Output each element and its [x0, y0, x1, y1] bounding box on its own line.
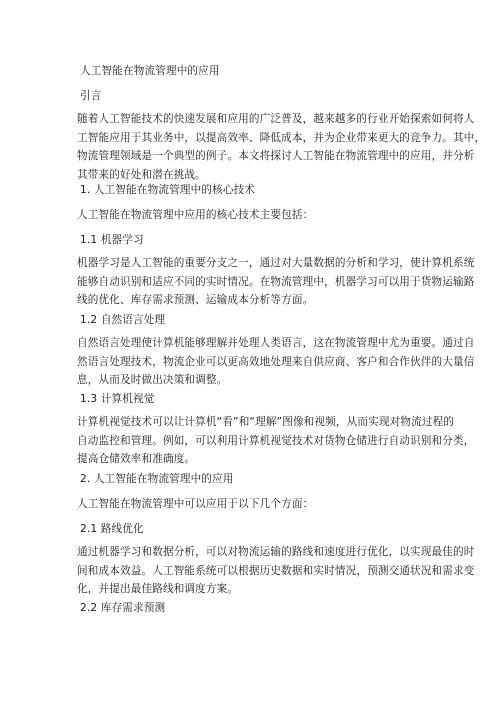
section-1-heading: 1. 人工智能在物流管理中的核心技术 [80, 184, 256, 196]
section-2-intro: 人工智能在物流管理中可以应用于以下几个方面： [77, 498, 314, 510]
section-2-1-heading: 2.1 路线优化 [80, 523, 144, 535]
paragraph-line: 计算机视觉技术可以让计算机“看”和“理解”图像和视频，从而实现对物流过程的 [77, 416, 455, 428]
paragraph-line: 提高仓储效率和准确度。 [77, 453, 196, 465]
intro-line: 物流管理领域是一个典型的例子。本文将探讨人工智能在物流管理中的应用，并分析 [77, 150, 475, 162]
paragraph-line: 息，从而及时做出决策和调整。 [77, 374, 228, 386]
section-1-3-paragraph [77, 413, 475, 469]
section-1-2-paragraph [77, 334, 475, 390]
intro-line: 随着人工智能技术的快速发展和应用的广泛普及，越来越多的行业开始探索如何将人 [77, 113, 475, 125]
section-1-1-heading: 1.1 机器学习 [80, 234, 144, 246]
intro-line: 工智能应用于其业务中，以提高效率、降低成本，并为企业带来更大的竞争力。其中， [77, 131, 486, 144]
paragraph-line: 间和成本效益。人工智能系统可以根据历史数据和实时情况，预测交通状况和需求变 [77, 564, 475, 577]
paragraph-line: 通过机器学习和数据分析，可以对物流运输的路线和速度进行优化，以实现最佳的时 [77, 546, 475, 558]
intro-heading: 引言 [80, 90, 102, 102]
section-1-intro: 人工智能在物流管理中应用的核心技术主要包括： [77, 209, 314, 221]
section-1-1-paragraph [77, 254, 475, 310]
paragraph-line: 自然语言处理使计算机能够理解并处理人类语言，这在物流管理中尤为重要。通过自 [77, 337, 475, 349]
paragraph-line: 线的优化、库存需求预测、运输成本分析等方面。 [77, 294, 314, 306]
section-2-2-heading: 2.2 库存需求预测 [80, 602, 166, 614]
intro-paragraph [77, 110, 485, 184]
intro-line: 其带来的好处和潜在挑战。 [77, 168, 206, 181]
section-2-heading: 2. 人工智能在物流管理中的应用 [80, 473, 234, 485]
paragraph-line: 机器学习是人工智能的重要分支之一，通过对大量数据的分析和学习，使计算机系统 [77, 257, 475, 269]
document-title: 人工智能在物流管理中的应用 [80, 65, 220, 77]
paragraph-line: 然语言处理技术，物流企业可以更高效地处理来自供应商、客户和合作伙伴的大量信 [77, 355, 475, 368]
paragraph-line: 能够自动识别和适应不同的实时情况。在物流管理中，机器学习可以用于货物运输路 [77, 275, 475, 288]
paragraph-line: 化，并提出最佳路线和调度方案。 [77, 583, 239, 595]
section-2-1-paragraph [77, 543, 475, 599]
section-1-2-heading: 1.2 自然语言处理 [80, 314, 166, 326]
section-1-3-heading: 1.3 计算机视觉 [80, 393, 155, 405]
paragraph-line: 自动监控和管理。例如，可以利用计算机视觉技术对货物仓储进行自动识别和分类， [77, 434, 475, 447]
